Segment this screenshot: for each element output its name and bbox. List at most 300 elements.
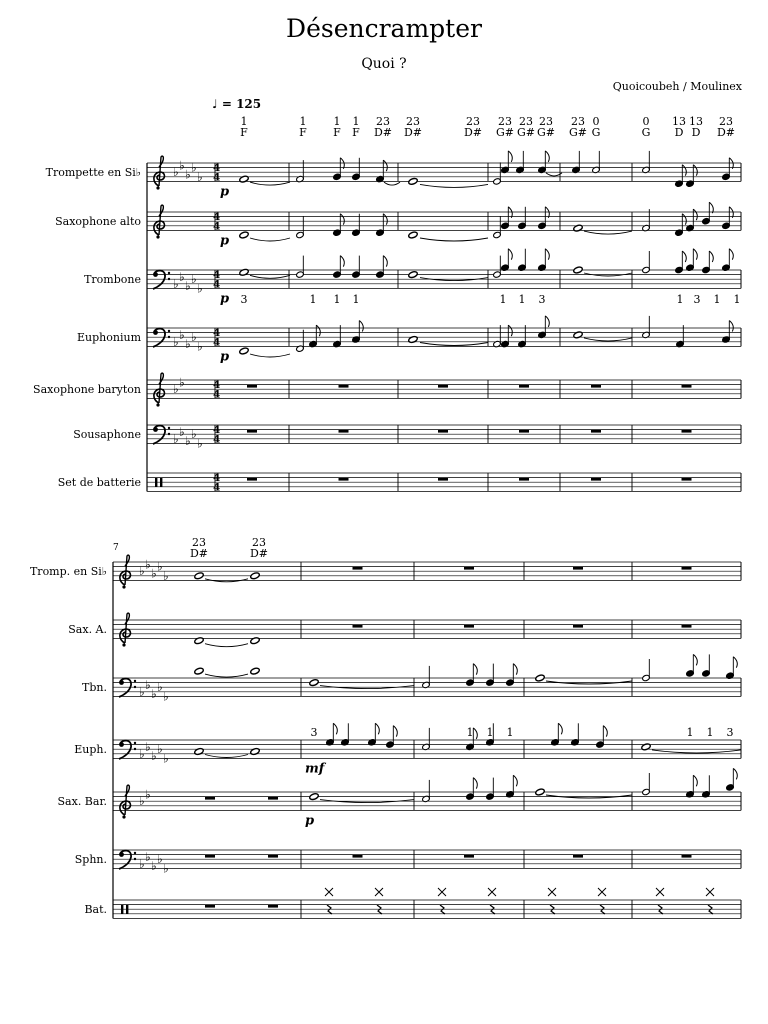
staff-1-3 xyxy=(147,270,741,288)
bass-clef xyxy=(153,271,170,289)
bass-clef-dot xyxy=(168,433,170,435)
note-head xyxy=(194,748,204,756)
tie xyxy=(420,343,488,346)
dynamic-mark: p xyxy=(305,813,315,829)
note-head xyxy=(239,231,249,239)
bass-clef xyxy=(119,679,136,697)
fingering-number: 1 xyxy=(506,726,514,739)
note-flag xyxy=(383,256,387,267)
time-signature-top: 4 xyxy=(213,472,221,484)
flat-sign: ♭ xyxy=(145,787,151,802)
note-head xyxy=(250,748,260,756)
treble-clef xyxy=(154,156,165,189)
instrument-label: Trompette en Si♭ xyxy=(45,166,141,180)
bass-clef-dot xyxy=(168,330,170,332)
fingering-note: D# xyxy=(249,547,269,560)
fingering-number: 1 xyxy=(733,293,741,306)
fingering-number: 23 xyxy=(376,115,390,128)
fingering-note: D xyxy=(691,126,701,139)
bass-clef-dot xyxy=(168,336,170,338)
percussion-bar xyxy=(126,905,128,914)
fingering-number: 0 xyxy=(592,115,600,128)
bass-clef xyxy=(119,851,136,869)
treble-clef-dot xyxy=(156,235,159,238)
fingering-number: 23 xyxy=(192,536,206,549)
flat-sign: ♭ xyxy=(185,279,191,294)
whole-rest xyxy=(591,430,601,433)
note-flag xyxy=(729,321,733,332)
whole-rest xyxy=(268,905,278,908)
cymbal-x-note xyxy=(548,888,556,896)
note-flag xyxy=(508,151,512,162)
fingering-note: G# xyxy=(495,126,515,139)
tie xyxy=(250,275,290,278)
note-head xyxy=(250,572,260,580)
whole-rest xyxy=(519,385,529,388)
time-signature-top: 4 xyxy=(213,327,221,339)
time-signature-bottom: 4 xyxy=(213,278,221,291)
time-signature-bottom: 4 xyxy=(213,171,221,184)
whole-rest xyxy=(339,478,349,481)
note-flag xyxy=(709,251,713,262)
fingering-note: F xyxy=(352,126,360,139)
note-head xyxy=(194,572,204,580)
bass-clef-dot xyxy=(168,427,170,429)
note-head xyxy=(239,347,249,355)
fingering-number: 1 xyxy=(309,293,317,306)
cymbal-x-note xyxy=(325,888,333,896)
note-flag xyxy=(693,209,697,220)
note-head xyxy=(309,793,319,801)
note-flag xyxy=(558,723,562,734)
note-head xyxy=(535,788,545,796)
fingering-number: 1 xyxy=(240,115,248,128)
fingering-number: 23 xyxy=(519,115,533,128)
tie xyxy=(205,644,248,647)
time-signature-bottom: 4 xyxy=(213,336,221,349)
note-head xyxy=(408,177,418,185)
note-head xyxy=(250,667,260,675)
flat-sign: ♭ xyxy=(157,559,163,574)
fingering-number: 1 xyxy=(299,115,307,128)
fingering-number: 1 xyxy=(518,293,526,306)
whole-rest xyxy=(573,625,583,628)
note-head xyxy=(194,667,204,675)
flat-sign: ♭ xyxy=(139,746,145,761)
composer-credit: Quoicoubeh / Moulinex xyxy=(612,80,742,93)
whole-rest xyxy=(519,430,529,433)
note-flag xyxy=(733,768,737,779)
note-flag xyxy=(545,249,549,260)
instrument-label: Euphonium xyxy=(77,331,141,345)
bass-clef-head xyxy=(119,852,124,857)
flat-sign: ♭ xyxy=(163,568,169,583)
fingering-number: 1 xyxy=(686,726,694,739)
dynamic-mark: p xyxy=(220,233,230,249)
note-flag xyxy=(508,249,512,260)
instrument-label: Sousaphone xyxy=(73,428,141,442)
whole-rest xyxy=(519,478,529,481)
note-flag xyxy=(383,160,387,171)
note-head xyxy=(239,268,249,276)
whole-rest xyxy=(438,385,448,388)
tie xyxy=(652,750,741,753)
cymbal-x-note xyxy=(598,888,606,896)
fingering-note: D xyxy=(674,126,684,139)
flat-sign: ♭ xyxy=(191,272,197,287)
instrument-label: Tbn. xyxy=(82,681,107,695)
instrument-label: Sax. Bar. xyxy=(57,795,107,809)
cymbal-x-note xyxy=(656,888,664,896)
staff-1-5 xyxy=(147,380,741,398)
note-flag xyxy=(682,214,686,225)
flat-sign: ♭ xyxy=(179,158,185,173)
score-title: Désencrampter xyxy=(286,14,482,43)
fingering-number: 23 xyxy=(498,115,512,128)
fingering-number: 1 xyxy=(713,293,721,306)
bass-clef-dot xyxy=(134,680,136,682)
whole-rest xyxy=(438,478,448,481)
instrument-label: Sax. A. xyxy=(68,623,107,637)
treble-clef-dot xyxy=(156,186,159,189)
note-flag xyxy=(545,151,549,162)
dynamic-mark: mf xyxy=(305,761,325,777)
tie xyxy=(250,354,290,357)
flat-sign: ♭ xyxy=(191,427,197,442)
note-flag xyxy=(473,664,477,675)
fingering-number: 23 xyxy=(539,115,553,128)
note-flag xyxy=(709,202,713,213)
whole-rest xyxy=(353,567,363,570)
tempo-mark: ♩ = 125 xyxy=(212,97,262,111)
whole-rest xyxy=(682,625,692,628)
note-head xyxy=(641,743,651,751)
note-flag xyxy=(508,325,512,336)
fingering-number: 3 xyxy=(726,726,734,739)
fingering-number: 3 xyxy=(693,293,701,306)
tie xyxy=(584,231,632,234)
fingering-note: F xyxy=(299,126,307,139)
fingering-number: 1 xyxy=(352,115,360,128)
fingering-number: 3 xyxy=(240,293,248,306)
whole-rest xyxy=(205,797,215,800)
tie xyxy=(250,238,290,241)
bass-clef xyxy=(153,426,170,444)
flat-sign: ♭ xyxy=(139,856,145,871)
measure-number: 7 xyxy=(113,543,119,553)
fingering-number: 1 xyxy=(499,293,507,306)
note-head xyxy=(239,175,249,183)
note-head xyxy=(250,637,260,645)
percussion-bar xyxy=(160,478,162,487)
bass-clef-head xyxy=(153,330,158,335)
fingering-note: G# xyxy=(536,126,556,139)
treble-clef-dot xyxy=(122,815,125,818)
instrument-label: Euph. xyxy=(74,743,107,757)
note-flag xyxy=(359,321,363,332)
whole-rest xyxy=(464,567,474,570)
treble-clef xyxy=(120,613,131,646)
cymbal-x-note xyxy=(706,888,714,896)
time-signature-top: 4 xyxy=(213,269,221,281)
instrument-label: Sphn. xyxy=(74,853,107,867)
flat-sign: ♭ xyxy=(197,169,203,184)
note-flag xyxy=(513,664,517,675)
staff-2-1 xyxy=(113,559,741,580)
treble-clef-dot xyxy=(122,643,125,646)
note-flag xyxy=(733,657,737,668)
bass-clef-head xyxy=(153,272,158,277)
bass-clef-dot xyxy=(168,278,170,280)
flat-sign: ♭ xyxy=(145,557,151,572)
whole-rest xyxy=(247,478,257,481)
tie xyxy=(250,182,290,185)
score-subtitle: Quoi ? xyxy=(361,56,407,72)
fingering-number: 1 xyxy=(466,726,474,739)
bass-clef-head xyxy=(119,680,124,685)
note-flag xyxy=(682,251,686,262)
flat-sign: ♭ xyxy=(185,167,191,182)
bass-clef-dot xyxy=(168,272,170,274)
whole-rest xyxy=(339,385,349,388)
flat-sign: ♭ xyxy=(197,339,203,354)
note-flag xyxy=(340,214,344,225)
note-flag xyxy=(375,723,379,734)
whole-rest xyxy=(353,625,363,628)
note-flag xyxy=(383,214,387,225)
fingering-number: 13 xyxy=(672,115,686,128)
instrument-label: Tromp. en Si♭ xyxy=(29,565,107,579)
time-signature-top: 4 xyxy=(213,162,221,174)
note-flag xyxy=(316,325,320,336)
instrument-label: Bat. xyxy=(84,903,107,917)
flat-sign: ♭ xyxy=(139,684,145,699)
cymbal-x-note xyxy=(488,888,496,896)
fingering-note: D# xyxy=(716,126,736,139)
note-head xyxy=(573,266,583,274)
note-flag xyxy=(333,723,337,734)
tie xyxy=(584,338,632,341)
note-head xyxy=(573,224,583,232)
flat-sign: ♭ xyxy=(163,861,169,876)
whole-rest xyxy=(339,430,349,433)
note-flag xyxy=(729,249,733,260)
whole-rest xyxy=(464,855,474,858)
note-flag xyxy=(393,726,397,737)
fingering-note: G# xyxy=(516,126,536,139)
whole-rest xyxy=(682,567,692,570)
flat-sign: ♭ xyxy=(139,794,145,809)
treble-clef xyxy=(120,555,131,588)
flat-sign: ♭ xyxy=(145,849,151,864)
time-signature-bottom: 4 xyxy=(213,481,221,494)
bass-clef-dot xyxy=(134,858,136,860)
fingering-number: 23 xyxy=(571,115,585,128)
fingering-note: D# xyxy=(403,126,423,139)
bass-clef-head xyxy=(153,427,158,432)
flat-sign: ♭ xyxy=(173,334,179,349)
tie xyxy=(205,674,248,677)
fingering-note: G# xyxy=(568,126,588,139)
whole-rest xyxy=(682,430,692,433)
note-flag xyxy=(693,249,697,260)
note-head xyxy=(408,231,418,239)
flat-sign: ♭ xyxy=(139,564,145,579)
note-flag xyxy=(693,654,697,665)
whole-rest xyxy=(205,905,215,908)
whole-rest xyxy=(682,385,692,388)
flat-sign: ♭ xyxy=(157,742,163,757)
fingering-number: 1 xyxy=(333,115,341,128)
note-flag xyxy=(603,726,607,737)
tie xyxy=(420,238,488,241)
flat-sign: ♭ xyxy=(173,431,179,446)
whole-rest xyxy=(591,478,601,481)
whole-rest xyxy=(682,478,692,481)
fingering-number: 13 xyxy=(689,115,703,128)
treble-clef xyxy=(120,785,131,818)
time-signature-bottom: 4 xyxy=(213,433,221,446)
time-signature-bottom: 4 xyxy=(213,220,221,233)
flat-sign: ♭ xyxy=(145,677,151,692)
bass-clef xyxy=(153,329,170,347)
fingering-number: 1 xyxy=(333,293,341,306)
fingering-number: 23 xyxy=(719,115,733,128)
fingering-note: F xyxy=(333,126,341,139)
flat-sign: ♭ xyxy=(185,434,191,449)
flat-sign: ♭ xyxy=(191,330,197,345)
flat-sign: ♭ xyxy=(163,751,169,766)
instrument-label: Set de batterie xyxy=(57,476,141,490)
flat-sign: ♭ xyxy=(163,689,169,704)
flat-sign: ♭ xyxy=(179,327,185,342)
fingering-number: 23 xyxy=(252,536,266,549)
note-flag xyxy=(513,775,517,786)
bass-clef-dot xyxy=(134,686,136,688)
bass-clef-head xyxy=(119,742,124,747)
flat-sign: ♭ xyxy=(191,160,197,175)
fingering-note: G xyxy=(641,126,651,139)
flat-sign: ♭ xyxy=(145,739,151,754)
bass-clef-dot xyxy=(134,748,136,750)
treble-clef-dot xyxy=(156,403,159,406)
instrument-label: Trombone xyxy=(84,273,141,287)
time-signature-top: 4 xyxy=(213,379,221,391)
fingering-number: 3 xyxy=(310,726,318,739)
percussion-bar xyxy=(121,905,123,914)
note-flag xyxy=(473,728,477,739)
staff-2-2 xyxy=(113,620,741,638)
fingering-number: 1 xyxy=(706,726,714,739)
cymbal-x-note xyxy=(375,888,383,896)
percussion-bar xyxy=(155,478,157,487)
flat-sign: ♭ xyxy=(197,281,203,296)
flat-sign: ♭ xyxy=(173,276,179,291)
time-signature-bottom: 4 xyxy=(213,388,221,401)
flat-sign: ♭ xyxy=(179,375,185,390)
staff-2-7 xyxy=(113,900,741,918)
tie xyxy=(420,184,488,187)
whole-rest xyxy=(464,625,474,628)
flat-sign: ♭ xyxy=(179,424,185,439)
cymbal-x-note xyxy=(438,888,446,896)
fingering-number: 3 xyxy=(538,293,546,306)
note-flag xyxy=(340,256,344,267)
whole-rest xyxy=(591,385,601,388)
flat-sign: ♭ xyxy=(157,680,163,695)
bass-clef-dot xyxy=(134,852,136,854)
fingering-note: D# xyxy=(189,547,209,560)
note-flag xyxy=(682,165,686,176)
note-head xyxy=(408,336,418,344)
note-flag xyxy=(693,165,697,176)
whole-rest xyxy=(682,855,692,858)
whole-rest xyxy=(268,855,278,858)
flat-sign: ♭ xyxy=(173,382,179,397)
staff-1-1 xyxy=(147,160,741,181)
fingering-number: 1 xyxy=(676,293,684,306)
whole-rest xyxy=(268,797,278,800)
whole-rest xyxy=(438,430,448,433)
note-head xyxy=(573,331,583,339)
note-flag xyxy=(473,778,477,789)
note-flag xyxy=(693,775,697,786)
whole-rest xyxy=(247,430,257,433)
staff-2-6 xyxy=(113,850,741,868)
fingering-number: 0 xyxy=(642,115,650,128)
flat-sign: ♭ xyxy=(151,566,157,581)
dynamic-mark: p xyxy=(220,291,230,307)
flat-sign: ♭ xyxy=(151,687,157,702)
flat-sign: ♭ xyxy=(151,859,157,874)
treble-clef xyxy=(154,205,165,238)
whole-rest xyxy=(573,855,583,858)
fingering-number: 23 xyxy=(466,115,480,128)
flat-sign: ♭ xyxy=(157,852,163,867)
fingering-number: 1 xyxy=(352,293,360,306)
flat-sign: ♭ xyxy=(197,436,203,451)
staff-1-4 xyxy=(147,328,741,346)
fingering-note: D# xyxy=(463,126,483,139)
flat-sign: ♭ xyxy=(179,269,185,284)
time-signature-top: 4 xyxy=(213,424,221,436)
note-head xyxy=(535,674,545,682)
time-signature-top: 4 xyxy=(213,211,221,223)
bass-clef xyxy=(119,741,136,759)
note-flag xyxy=(545,316,549,327)
dynamic-mark: p xyxy=(220,184,230,200)
instrument-label: Saxophone alto xyxy=(55,215,141,229)
whole-rest xyxy=(247,385,257,388)
note-head xyxy=(194,637,204,645)
flat-sign: ♭ xyxy=(173,165,179,180)
fingering-note: D# xyxy=(373,126,393,139)
fingering-note: G xyxy=(591,126,601,139)
staff-1-6 xyxy=(147,425,741,443)
fingering-note: F xyxy=(240,126,248,139)
flat-sign: ♭ xyxy=(185,337,191,352)
instrument-label: Saxophone baryton xyxy=(33,383,141,397)
staff-1-7 xyxy=(147,473,741,491)
dynamic-mark: p xyxy=(220,349,230,365)
whole-rest xyxy=(353,855,363,858)
treble-clef-dot xyxy=(122,585,125,588)
staff-1-2 xyxy=(147,212,741,230)
whole-rest xyxy=(573,567,583,570)
fingering-number: 1 xyxy=(486,726,494,739)
fingering-number: 23 xyxy=(406,115,420,128)
tie xyxy=(205,755,248,758)
